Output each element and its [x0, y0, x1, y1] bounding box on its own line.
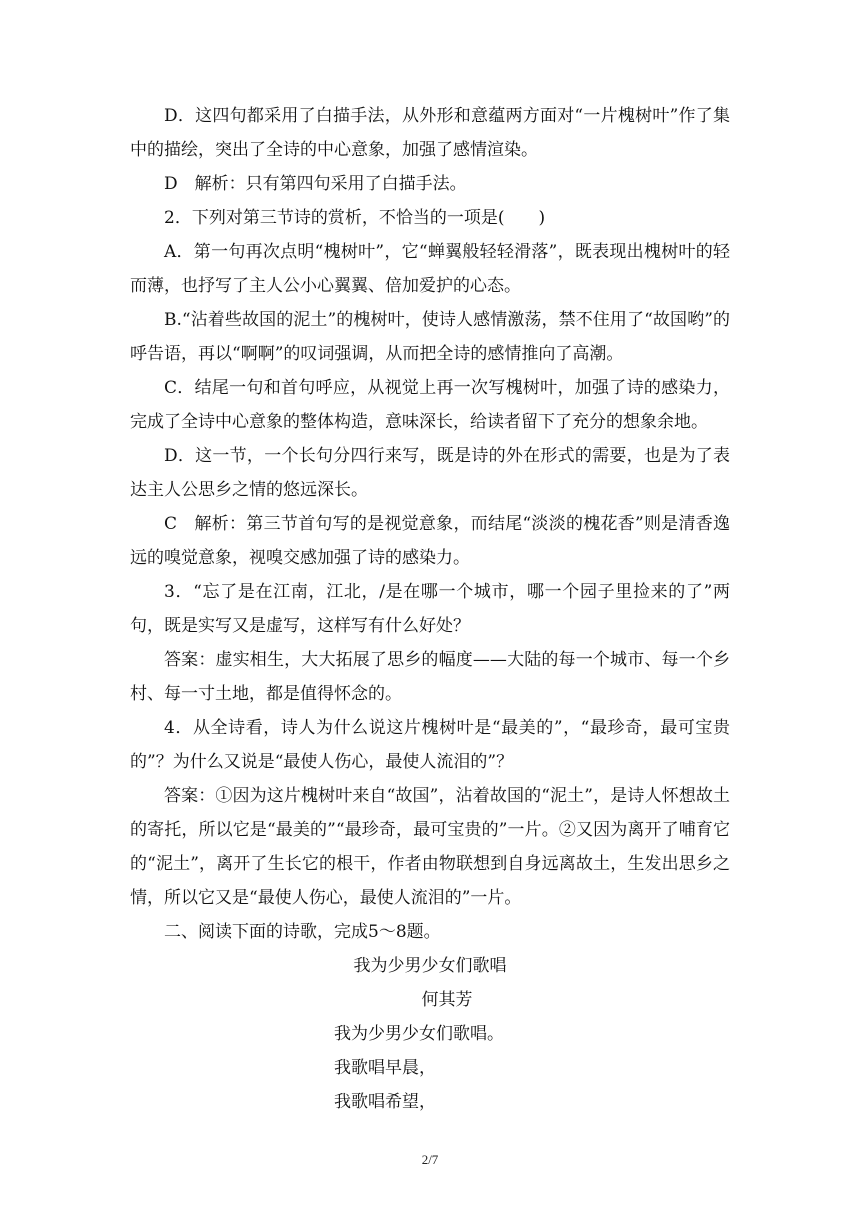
option-d-paragraph: D．这四句都采用了白描手法，从外形和意蕴两方面对“一片槐树叶”作了集中的描绘，突出了全诗的中心意象，加强了感情渲染。 — [130, 106, 730, 160]
answer-3: 答案：虚实相生，大大拓展了思乡的幅度——大陆的每一个城市、每一个乡村、每一寸土地，都是值得怀念的。 — [130, 650, 730, 704]
page-number: 2/7 — [421, 1152, 439, 1167]
question-2: 2．下列对第三节诗的赏析，不恰当的一项是( ) — [164, 208, 546, 228]
question-4: 4．从全诗看，诗人为什么说这片槐树叶是“最美的”，“最珍奇，最可宝贵的”？为什么又说是“最使人伤心，最使人流泪的”？ — [130, 718, 730, 772]
option-d2-paragraph: D．这一节，一个长句分四行来写，既是诗的外在形式的需要，也是为了表达主人公思乡之情的悠远深长。 — [130, 446, 730, 500]
answer-explanation-2: C 解析：第三节首句写的是视觉意象，而结尾“淡淡的槐花香”则是清香逸远的嗅觉意象，视嗅交感加强了诗的感染力。 — [130, 514, 730, 568]
option-c-paragraph: C．结尾一句和首句呼应，从视觉上再一次写槐树叶，加强了诗的感染力，完成了全诗中心意象的整体构造，意味深长，给读者留下了充分的想象余地。 — [130, 378, 730, 432]
option-b-paragraph: B.“沾着些故国的泥土”的槐树叶，使诗人感情激荡，禁不住用了“故国哟”的呼告语，再以“啊啊”的叹词强调，从而把全诗的感情推向了高潮。 — [130, 310, 730, 364]
poem-line: 我为少男少女们歌唱。 — [334, 1024, 504, 1044]
poem-line: 我歌唱希望， — [334, 1092, 436, 1112]
question-3: 3．“忘了是在江南，江北，/是在哪一个城市，哪一个园子里捡来的了”两句，既是实写又是虚写，这样写有什么好处？ — [130, 582, 730, 636]
answer-explanation-1: D 解析：只有第四句采用了白描手法。 — [164, 174, 467, 194]
answer-4: 答案：①因为这片槐树叶来自“故国”，沾着故国的“泥土”，是诗人怀想故土的寄托，所以它是“最美的”“最珍奇，最可宝贵的”一片。②又因为离开了哺育它的“泥土”，离开了生长它的根干，作者由物联想到自身远离故土，生发出思乡之情，所以它又是“最使人伤心，最使人流泪的”一片。 — [130, 786, 730, 908]
option-a-paragraph: A．第一句再次点明“槐树叶”，它“蝉翼般轻轻滑落”，既表现出槐树叶的轻而薄，也抒写了主人公小心翼翼、倍加爱护的心态。 — [130, 242, 730, 296]
poem-author: 何其芳 — [421, 990, 473, 1010]
poem-title: 我为少男少女们歌唱 — [353, 956, 507, 976]
section-two-heading: 二、阅读下面的诗歌，完成5～8题。 — [164, 922, 441, 942]
poem-line: 我歌唱早晨， — [334, 1058, 436, 1078]
